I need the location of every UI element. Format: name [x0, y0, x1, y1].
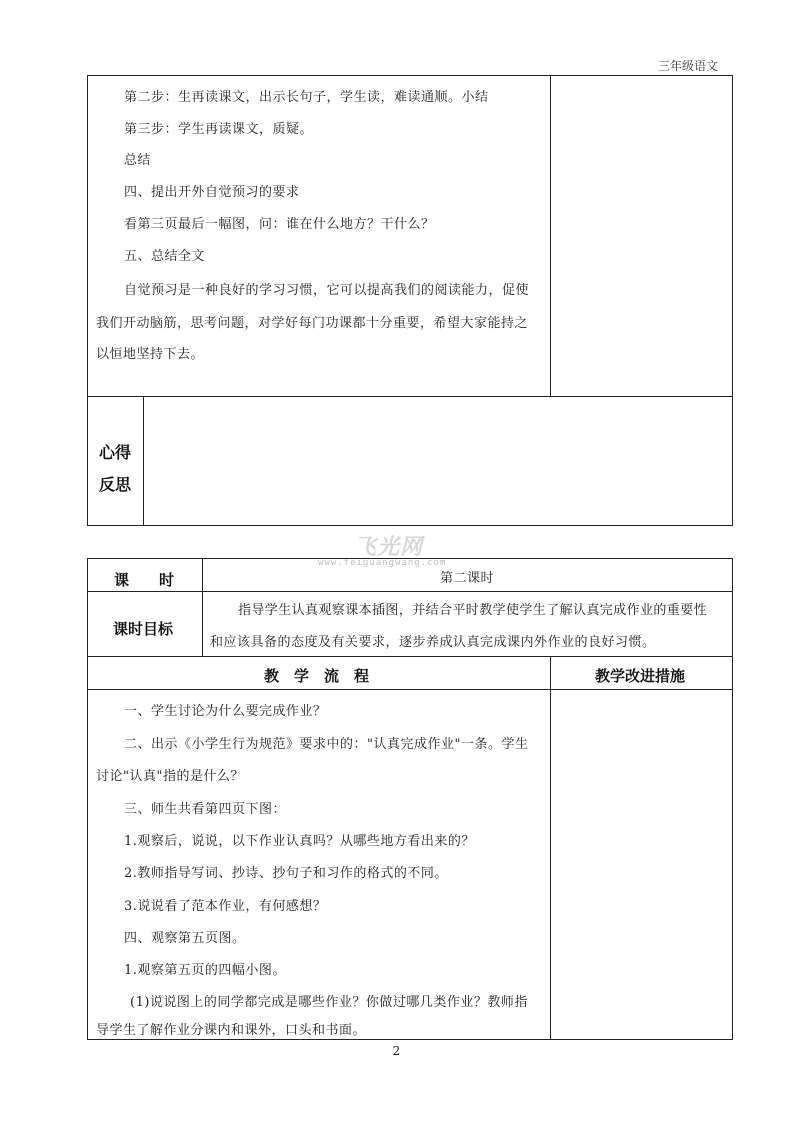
- flow-line: 2.教师指导写词、抄诗、抄句子和习作的格式的不同。: [124, 866, 448, 881]
- content-line: 总结: [124, 153, 152, 168]
- period-value: 第二课时: [440, 571, 495, 586]
- period-label: 课 时: [114, 571, 175, 589]
- flow-line: 二、出示《小学生行为规范》要求中的："认真完成作业"一条。学生: [124, 737, 529, 752]
- goal-label: 课时目标: [113, 620, 174, 638]
- goal-line: 指导学生认真观察课本插图，并结合平时教学使学生了解认真完成作业的重要性: [238, 603, 708, 618]
- flow-line: 四、观察第五页图。: [124, 931, 246, 946]
- flow-line: 三、师生共看第四页下图：: [124, 802, 287, 817]
- flow-line: 3.说说看了范本作业，有何感想？: [124, 899, 327, 914]
- flow-line: 1.观察第五页的四幅小图。: [124, 963, 286, 978]
- reflection-label-divider: [143, 396, 144, 526]
- content-line: 四、提出开外自觉预习的要求: [124, 185, 300, 200]
- header-subject: 三年级语文: [657, 59, 718, 73]
- period-row-divider: [87, 591, 733, 592]
- top-table-column-divider: [550, 75, 551, 396]
- watermark-logo: 飞光网: [354, 535, 424, 560]
- flow-column-divider: [550, 656, 551, 1040]
- goal-line: 和应该具备的态度及有关要求，逐步养成认真完成课内外作业的良好习惯。: [210, 635, 656, 650]
- content-line: 五、总结全文: [124, 249, 206, 264]
- reflection-label-2: 反思: [99, 475, 132, 494]
- content-line: 第二步：生再读课文，出示长句子，学生读，难读通顺。小结: [124, 90, 489, 105]
- flow-header-divider: [87, 689, 733, 690]
- reflection-label-1: 心得: [99, 443, 132, 462]
- content-line: 第三步：学生再读课文，质疑。: [124, 122, 314, 137]
- watermark-url: www.feiguangwang.com: [318, 558, 447, 568]
- page-number: 2: [392, 1044, 401, 1058]
- flow-line: 讨论"认真"指的是什么？: [96, 769, 244, 784]
- flow-line: 一、学生讨论为什么要完成作业？: [124, 704, 327, 719]
- content-line: 看第三页最后一幅图，问：谁在什么地方？干什么？: [124, 217, 435, 232]
- improvement-header-label: 教学改进措施: [595, 667, 686, 685]
- flow-line: 1.观察后，说说，以下作业认真吗？从哪些地方看出来的？: [124, 834, 475, 849]
- reflection-divider: [87, 396, 733, 397]
- flow-line: 导学生了解作业分课内和课外，口头和书面。: [96, 1023, 367, 1038]
- summary-line: 我们开动脑筋，思考问题，对学好每门功课都十分重要，希望大家能持之: [96, 316, 529, 331]
- summary-line: 自觉预习是一种良好的学习习惯，它可以提高我们的阅读能力，促使: [124, 283, 530, 298]
- summary-line: 以恒地坚持下去。: [96, 347, 205, 362]
- label-column-divider: [202, 558, 203, 656]
- flow-header-label: 教 学 流 程: [264, 667, 370, 685]
- flow-line: (1)说说图上的同学都完成是哪些作业？你做过哪几类作业？教师指: [130, 995, 528, 1010]
